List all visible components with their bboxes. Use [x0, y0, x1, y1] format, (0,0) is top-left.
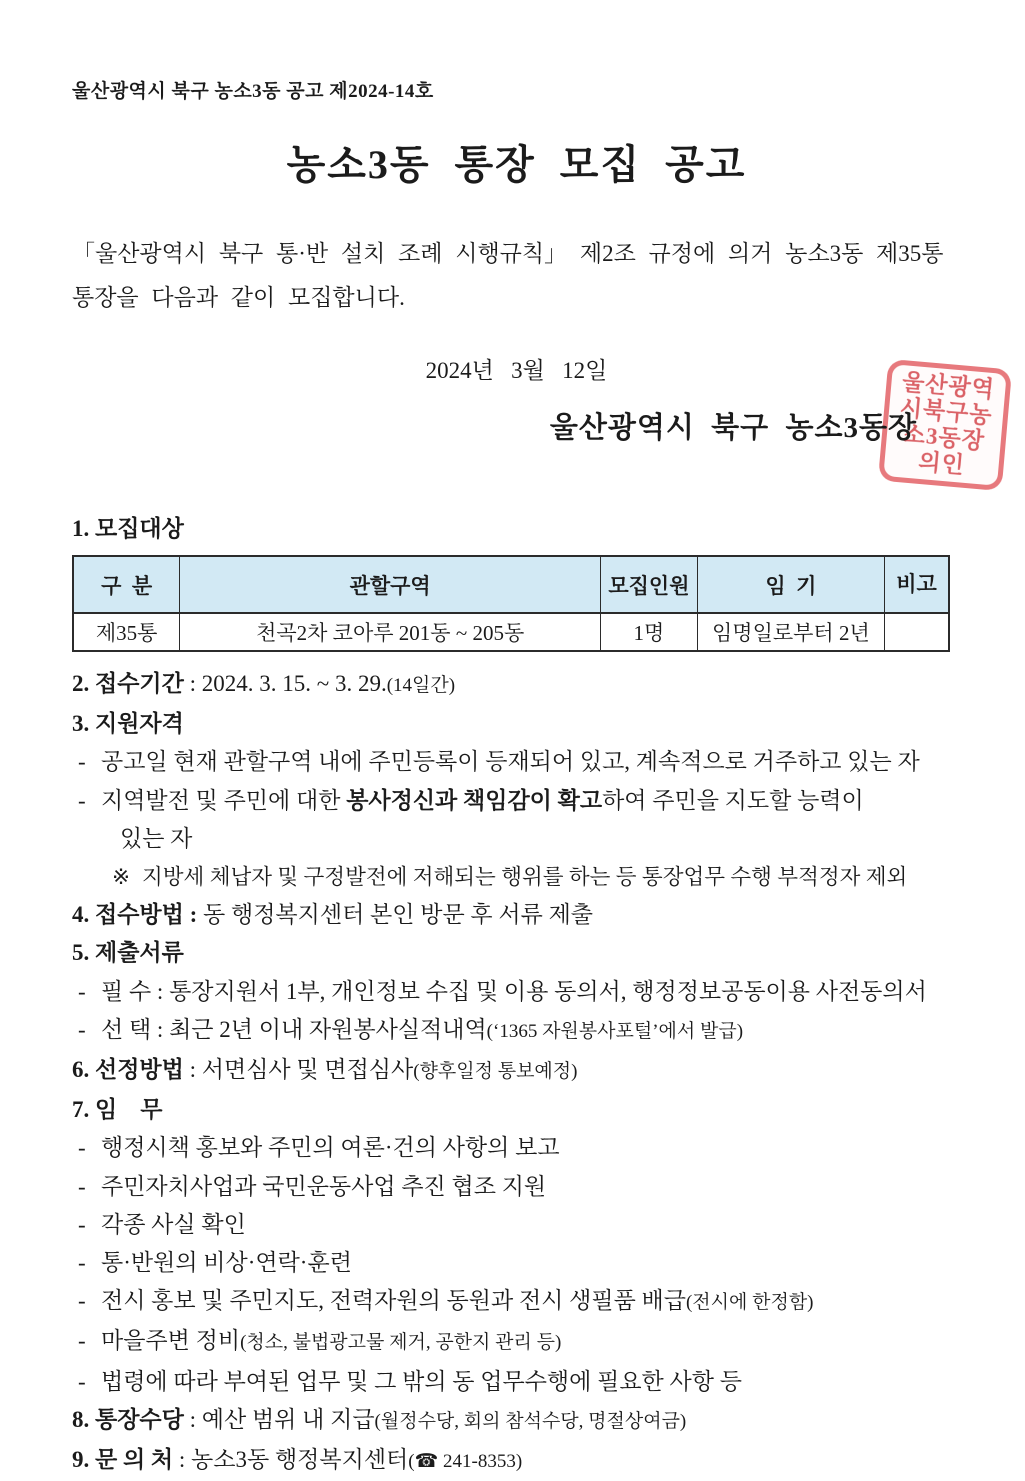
item-text: 지역발전 및 주민에 대한	[101, 787, 347, 813]
section-7-item-2	[72, 1168, 961, 1206]
bullet-dash: -	[78, 1250, 86, 1276]
cell-term: 임명일로부터 2년	[697, 613, 884, 651]
bullet-dash: -	[78, 1288, 86, 1314]
item-text: 공고일 현재 관할구역 내에 주민등록이 등재되어 있고, 계속적으로 거주하고 있는 자	[101, 749, 920, 775]
seal-text-row: 시북구농	[898, 395, 994, 429]
item-head: 필 수 :	[101, 978, 170, 1004]
item-text: 최근 2년 이내 자원봉사실적내역	[169, 1016, 487, 1042]
col-header-remarks: 비고	[885, 556, 949, 613]
bullet-dash: -	[78, 1173, 86, 1199]
doc-number: 울산광역시 북구 농소3동 공고 제2024-14호	[72, 81, 434, 102]
item-paren: (청소, 불법광고물 제거, 공한지 관리 등)	[240, 1332, 562, 1354]
item-text: 하여 주민을 지도할 능력이	[602, 787, 864, 813]
table-header-row	[73, 556, 949, 613]
section-5-item-2	[72, 1011, 961, 1051]
cell-openings: 1명	[601, 613, 698, 651]
item-text: 전시 홍보 및 주민지도, 전력자원의 동원과 전시 생필품 배급	[101, 1288, 686, 1314]
seal-text-row: 의인	[917, 448, 966, 478]
page-title: 농소3동 통장 모집 공고	[286, 142, 747, 187]
note-mark: ※	[112, 865, 131, 890]
item-text-bold: 봉사정신과 책임감이 확고	[346, 787, 603, 813]
notice-date: 2024년 3월 12일	[425, 358, 608, 383]
section-8-paren: (월정수당, 회의 참석수당, 명절상여금)	[374, 1410, 687, 1432]
section-7-heading: 7. 임 무	[72, 1097, 163, 1123]
cell-jurisdiction: 천곡2차 코아루 201동 ~ 205동	[180, 613, 601, 651]
col-header-openings: 모집인원	[601, 556, 698, 613]
bullet-dash: -	[78, 1211, 86, 1237]
section-6-text: : 서면심사 및 면접심사	[183, 1057, 414, 1083]
recruit-target-table	[72, 555, 950, 652]
item-text: 각종 사실 확인	[101, 1211, 246, 1237]
section-7-item-4	[72, 1244, 961, 1282]
col-header-term: 임 기	[697, 556, 884, 613]
section-7-item-7	[72, 1363, 961, 1401]
section-4-line	[72, 896, 961, 934]
item-text: 마을주변 정비	[101, 1328, 241, 1354]
bullet-dash: -	[78, 1135, 86, 1161]
section-6-label: 6. 선정방법	[72, 1057, 184, 1083]
signer-title: 울산광역시 북구 농소3동장	[549, 412, 917, 444]
cell-remarks	[885, 613, 949, 651]
intro-paragraph	[72, 232, 961, 320]
item-text: 법령에 따라 부여된 업무 및 그 밖의 동 업무수행에 필요한 사항 등	[101, 1368, 742, 1394]
section-3-note	[72, 858, 961, 896]
section-5-heading: 5. 제출서류	[72, 940, 184, 966]
bullet-dash: -	[78, 1368, 86, 1394]
section-3-item-2	[72, 782, 961, 820]
bullet-dash: -	[78, 1016, 86, 1042]
section-8-line	[72, 1401, 961, 1441]
section-9-label: 9. 문 의 처	[72, 1447, 174, 1473]
section-7-item-1	[72, 1129, 961, 1167]
item-text: 행정시책 홍보와 주민의 여론·건의 사항의 보고	[101, 1135, 560, 1161]
item-text: 통·반원의 비상·연락·훈련	[101, 1250, 352, 1276]
section-3-item-1	[72, 743, 961, 781]
section-2-text: : 2024. 3. 15. ~ 3. 29.	[183, 671, 387, 696]
seal-text-row: 소3동장	[901, 421, 986, 454]
section-4-label: 4. 접수방법 :	[72, 902, 198, 928]
table-row	[73, 613, 949, 651]
intro-line-1: 「울산광역시 북구 통·반 설치 조례 시행규칙」 제2조 규정에 의거 농소3동 제35통	[72, 241, 944, 266]
section-8-label: 8. 통장수당	[72, 1406, 184, 1432]
section-3-heading: 3. 지원자격	[72, 711, 184, 737]
cell-category: 제35통	[73, 613, 180, 651]
item-head: 선 택 :	[101, 1016, 170, 1042]
signature-block	[72, 352, 996, 480]
seal-text-row: 울산광역	[901, 369, 996, 403]
section-6-paren: (향후일정 통보예정)	[413, 1061, 578, 1083]
bullet-dash: -	[78, 978, 86, 1004]
section-7-item-3	[72, 1206, 961, 1244]
section-4-text: 동 행정복지센터 본인 방문 후 서류 제출	[197, 902, 594, 928]
section-7-item-5	[72, 1282, 961, 1322]
section-9-line	[72, 1441, 961, 1481]
section-5-item-1	[72, 973, 961, 1011]
section-2-label: 2. 접수기간	[72, 671, 184, 696]
bullet-dash: -	[78, 749, 86, 775]
section-8-text: : 예산 범위 내 지급	[183, 1406, 375, 1432]
item-paren: (‘1365 자원봉사포털’에서 발급)	[486, 1020, 744, 1042]
section-3-item-2-continued: 있는 자	[120, 825, 193, 851]
note-text: 지방세 체납자 및 구정발전에 저해되는 행위를 하는 등 통장업무 수행 부적정자 제외	[142, 865, 908, 890]
bullet-dash: -	[78, 787, 86, 813]
section-9-text: : 농소3동 행정복지센터	[173, 1447, 409, 1473]
section-6-line	[72, 1051, 961, 1091]
item-paren: (전시에 한정함)	[685, 1292, 814, 1314]
section-7-item-6	[72, 1322, 961, 1362]
section-2-line	[72, 665, 961, 705]
item-text: 통장지원서 1부, 개인정보 수집 및 이용 동의서, 행정정보공동이용 사전동의서	[169, 978, 927, 1004]
notice-body	[72, 665, 961, 1481]
intro-line-2: 통장을 다음과 같이 모집합니다.	[72, 285, 405, 310]
section-9-paren: (☎ 241-8353)	[408, 1451, 523, 1473]
section-1-heading: 1. 모집대상	[72, 516, 184, 541]
section-2-paren: (14일간)	[386, 675, 456, 696]
col-header-jurisdiction: 관할구역	[180, 556, 601, 613]
col-header-category: 구 분	[73, 556, 180, 613]
bullet-dash: -	[78, 1328, 86, 1354]
item-text: 주민자치사업과 국민운동사업 추진 협조 지원	[101, 1173, 547, 1199]
